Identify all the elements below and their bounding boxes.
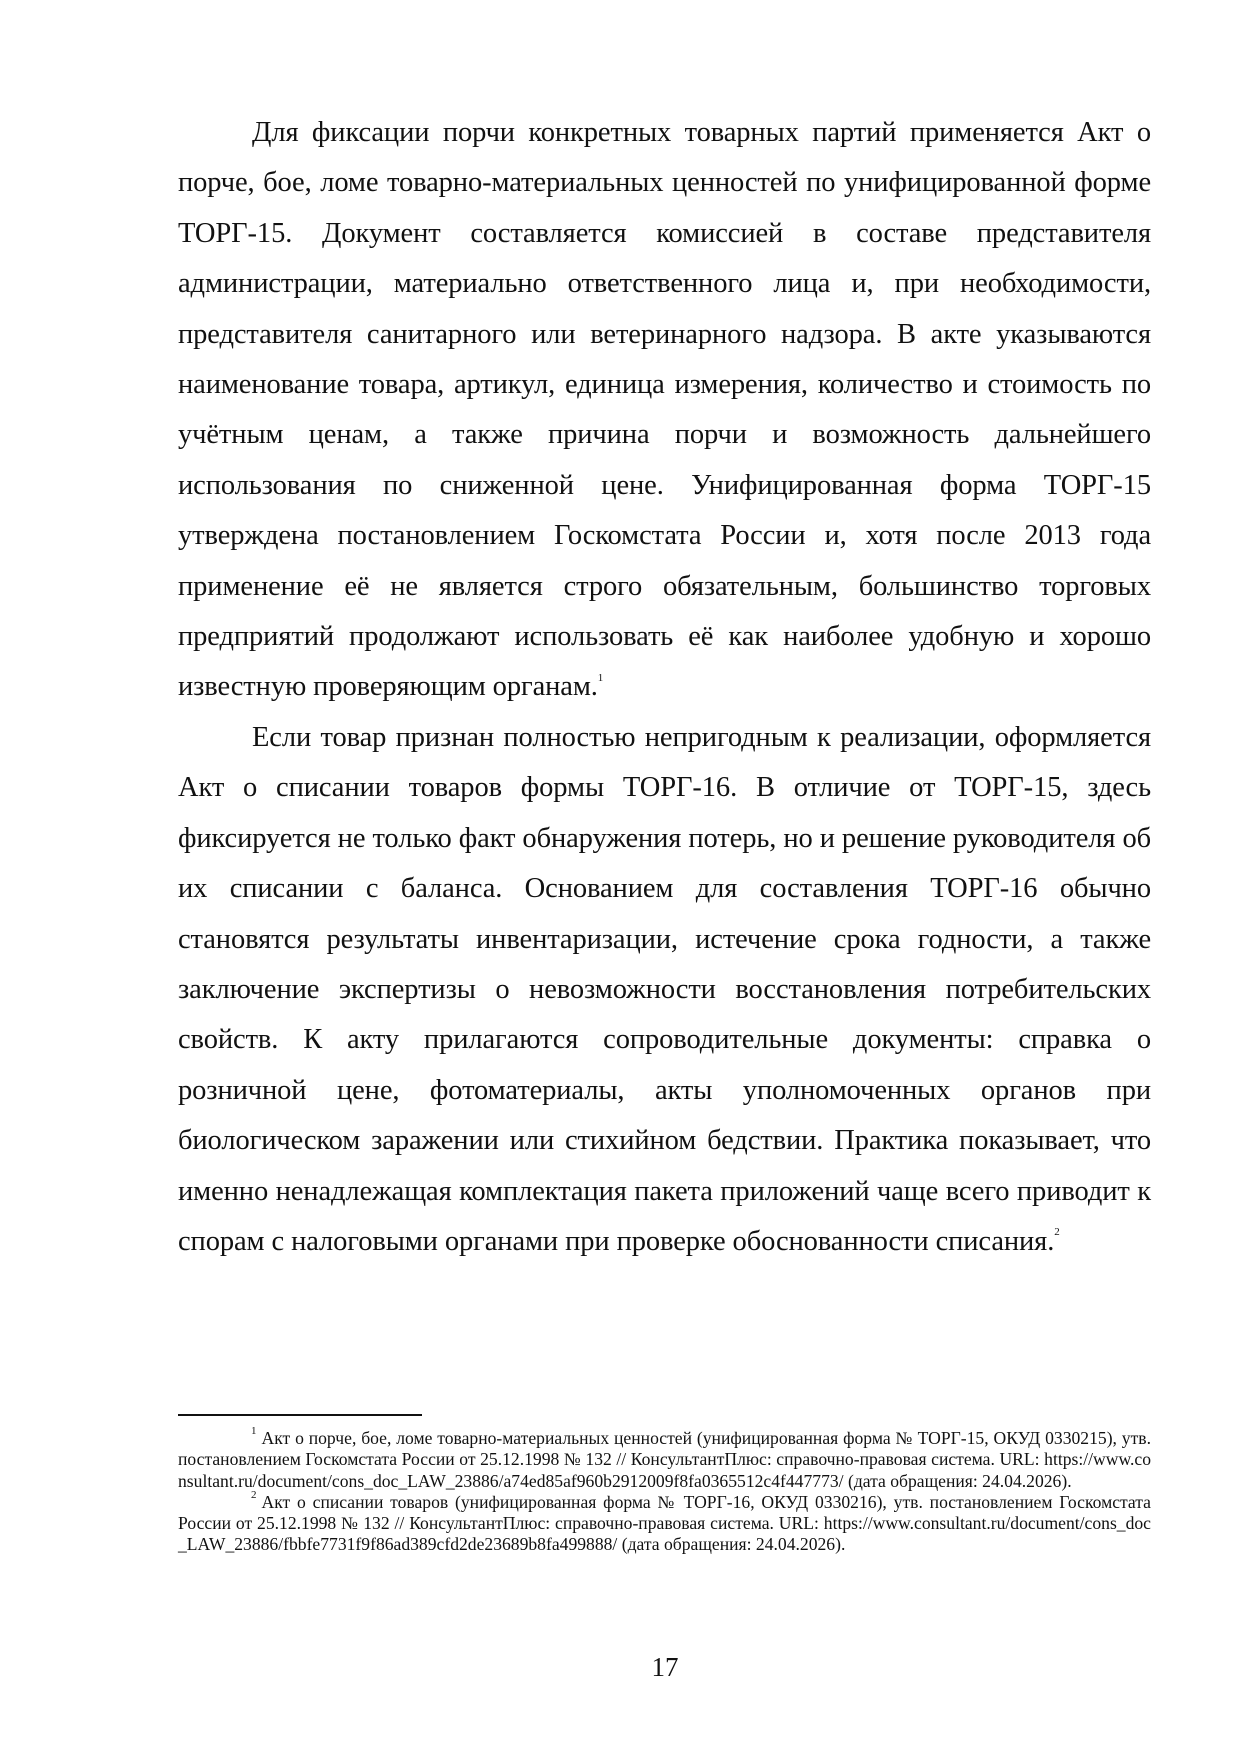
- footnotes-section: [178, 1414, 1151, 1556]
- footnote-1: [178, 1425, 1152, 1492]
- footnote-2-url[interactable]: https://www.consultant.ru/document/cons_doc_LAW_23886/fbbfe7731f9f86ad389cfd2de23689b8fa499888/: [178, 1513, 1151, 1555]
- paragraph-2-text: Если товар признан полностью непригодным к реализации, оформляется Акт о списании товаров формы ТОРГ-16. В отличие от ТОРГ-15, здесь фиксируется не только факт обнаружения потерь, но и решение руководителя об их списании с баланса. Основанием для составления ТОРГ-16 обычно становятся результаты инвентаризации, истечение срока годности, а также заключение экспертизы о невозможности восстановления потребительских свойств. К акту прилагаются сопроводительные документы: справка о розничной цене, фотоматериалы, акты уполномоченных органов при биологическом заражении или стихийном бедствии. Практика показывает, что именно ненадлежащая комплектация пакета приложений чаще всего приводит к спорам с налоговыми органами при проверке обоснованности списания.: [178, 721, 1151, 1257]
- paragraph-1-text: Для фиксации порчи конкретных товарных партий применяется Акт о порче, бое, ломе товарно-материальных ценностей по унифицированной форме ТОРГ-15. Документ составляется комиссией в составе представителя администрации, материально ответственного лица и, при необходимости, представителя санитарного или ветеринарного надзора. В акте указываются наименование товара, артикул, единица измерения, количество и стоимость по учётным ценам, а также причина порчи и возможность дальнейшего использования по сниженной цене. Унифицированная форма ТОРГ-15 утверждена постановлением Госкомстата России и, хотя после 2013 года применение её не является строго обязательным, большинство торговых предприятий продолжают использовать её как наиболее удобную и хорошо известную проверяющим органам.: [178, 117, 1151, 703]
- footnote-1-url[interactable]: https://www.consultant.ru/document/cons_doc_LAW_23886/a74ed85af960b2912009f8fa0365512c4f447773/: [178, 1449, 1152, 1491]
- page-number: 17: [651, 1652, 679, 1682]
- paragraph-1: [178, 108, 1151, 713]
- footnote-2-mark: 2: [251, 1489, 257, 1502]
- footnote-1-mark: 1: [251, 1425, 257, 1438]
- footnote-1-text: Акт о порче, бое, ломе товарно-материальных ценностей (унифицированная форма № ТОРГ-15, ОКУД 0330215), утв. постановлением Госкомстата России от 25.12.1998 № 132 // КонсультантПлюс: справочно-правовая система. URL:: [178, 1428, 1151, 1470]
- footnote-ref-2[interactable]: 2: [1054, 1226, 1060, 1239]
- footnote-separator: [178, 1414, 422, 1416]
- footnote-1-suffix: (дата обращения: 24.04.2026).: [847, 1470, 1072, 1491]
- footnote-ref-1[interactable]: 1: [597, 671, 604, 684]
- footnote-2: [178, 1489, 1151, 1556]
- paragraph-2: [178, 713, 1151, 1267]
- document-body: [178, 108, 1151, 1267]
- footnote-2-suffix: (дата обращения: 24.04.2026).: [621, 1534, 846, 1555]
- footnote-2-text: Акт о списании товаров (унифицированная форма № ТОРГ-16, ОКУД 0330216), утв. постановлением Госкомстата России от 25.12.1998 № 132 // КонсультантПлюс: справочно-правовая система. URL:: [178, 1491, 1151, 1534]
